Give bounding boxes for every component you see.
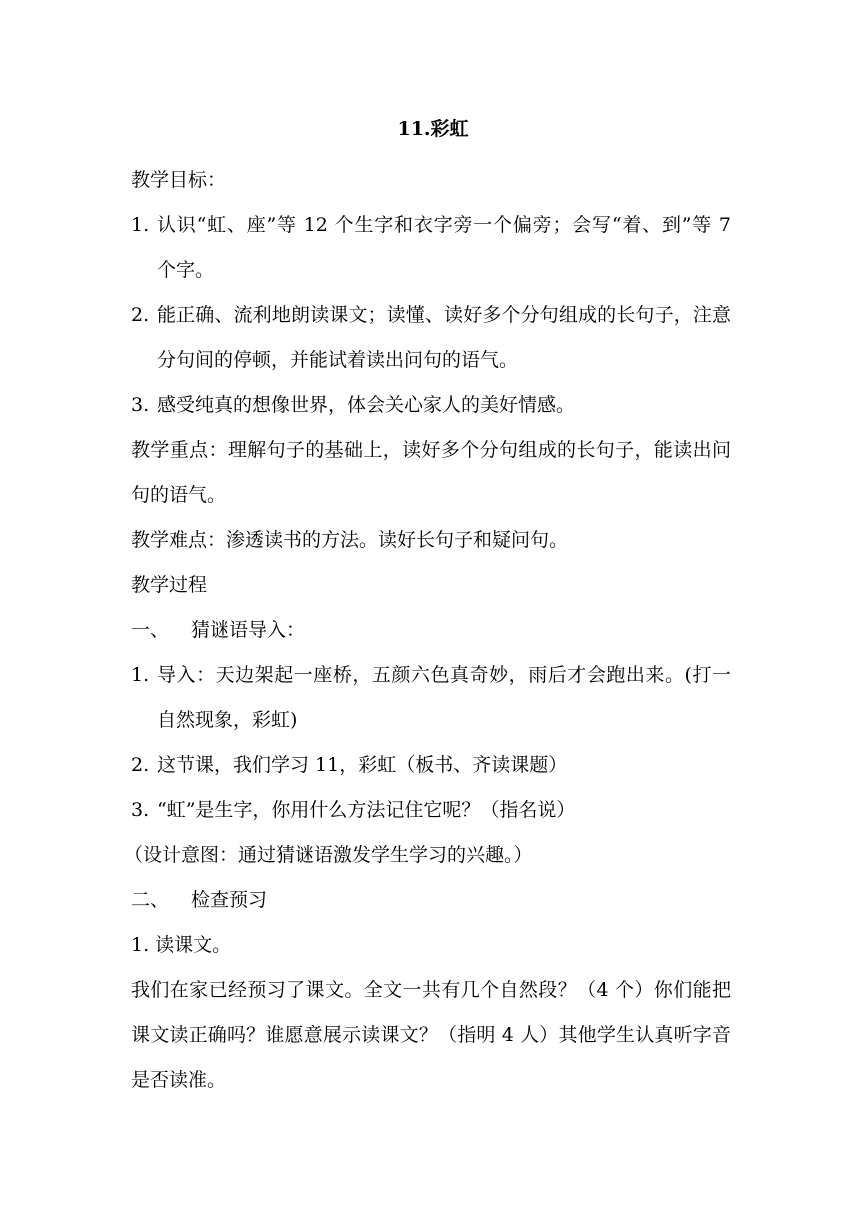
item-text: “虹”是生字，你用什么方法记住它呢？（指名说） (157, 799, 576, 821)
objective-text: 认识“虹、座”等 12 个生字和衣字旁一个偏旁；会写“着、到”等 7 个字。 (157, 214, 731, 281)
design-intent-note: （设计意图：通过猜谜语激发学生学习的兴趣。） (124, 844, 533, 866)
objective-item-2 (131, 293, 731, 383)
item-text: 导入：天边架起一座桥，五颜六色真奇妙，雨后才会跑出来。(打一自然现象，彩虹) (157, 664, 731, 731)
item-number: 2. (131, 754, 150, 776)
objective-number: 3. (131, 394, 150, 416)
item-number: 3. (131, 799, 150, 821)
objective-text: 感受纯真的想像世界，体会关心家人的美好情感。 (157, 394, 576, 416)
section-number: 二、 (131, 889, 170, 911)
document-body (124, 112, 731, 1103)
section1-item-3 (131, 788, 731, 833)
objective-item-1 (131, 203, 731, 293)
objective-number: 1. (131, 214, 150, 236)
section1-item-2 (131, 743, 731, 788)
section-heading-1 (131, 608, 731, 653)
section-title: 猜谜语导入： (191, 619, 306, 641)
difficult-points: 教学难点：渗透读书的方法。读好长句子和疑问句。 (131, 529, 569, 551)
key-points: 教学重点：理解句子的基础上，读好多个分句组成的长句子，能读出问句的语气。 (131, 439, 731, 506)
lesson-title: 11.彩虹 (397, 118, 469, 140)
section-heading-2 (131, 878, 731, 923)
item-number: 1. (131, 664, 150, 686)
objective-text: 能正确、流利地朗读课文；读懂、读好多个分句组成的长句子，注意分句间的停顿，并能试着读出问句的语气。 (157, 304, 731, 371)
section2-item-1: 1. 读课文。 (131, 934, 232, 956)
section2-paragraph: 我们在家已经预习了课文。全文一共有几个自然段？（4 个）你们能把课文读正确吗？谁愿意展示读课文？（指明 4 人）其他学生认真听字音是否读准。 (131, 979, 731, 1091)
objective-number: 2. (131, 304, 150, 326)
objectives-heading: 教学目标： (131, 169, 227, 191)
section-title: 检查预习 (191, 889, 268, 911)
section-number: 一、 (131, 619, 170, 641)
section1-item-1 (131, 653, 731, 743)
process-heading: 教学过程 (131, 574, 208, 596)
item-text: 这节课，我们学习 11，彩虹（板书、齐读课题） (157, 754, 568, 776)
objective-item-3 (131, 383, 731, 428)
